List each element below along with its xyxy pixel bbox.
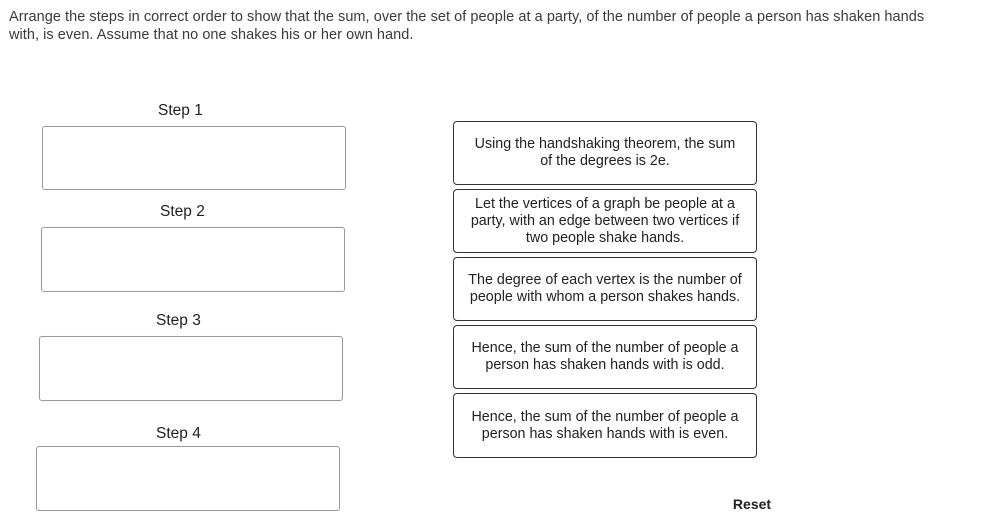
answer-card-text: The degree of each vertex is the number of people with whom a person shakes hands.: [468, 272, 742, 305]
step-4-drop-zone[interactable]: [36, 446, 340, 511]
question-prompt: Arrange the steps in correct order to show that the sum, over the set of people at a party, of the number of people a person has shaken hands with, is even. Assume that no one shakes his or her own hand.: [9, 9, 925, 43]
step-2-label: Step 2: [160, 203, 205, 220]
step-4-label: Step 4: [156, 425, 201, 442]
answer-card-degree-vertex[interactable]: [453, 257, 757, 321]
step-3-drop-zone[interactable]: [39, 336, 343, 401]
answer-card-text: Hence, the sum of the number of people a person has shaken hands with is even.: [471, 408, 739, 442]
answer-card-text: Using the handshaking theorem, the sum of the degrees is 2e.: [474, 136, 736, 169]
answer-card-sum-odd[interactable]: [453, 325, 757, 389]
step-2-drop-zone[interactable]: [41, 227, 345, 292]
answer-card-sum-even[interactable]: [453, 393, 757, 458]
step-1-drop-zone[interactable]: [42, 126, 346, 190]
answer-card-text: Let the vertices of a graph be people at a party, with an edge between two vertices if two people shake hands.: [470, 195, 740, 246]
answer-card-vertices-graph[interactable]: [453, 189, 757, 253]
answer-card-handshaking-theorem[interactable]: [453, 121, 757, 185]
reset-button[interactable]: Reset: [722, 494, 782, 514]
step-1-label: Step 1: [158, 102, 203, 119]
answer-card-text: Hence, the sum of the number of people a person has shaken hands with is odd.: [471, 340, 739, 373]
step-3-label: Step 3: [156, 312, 201, 329]
